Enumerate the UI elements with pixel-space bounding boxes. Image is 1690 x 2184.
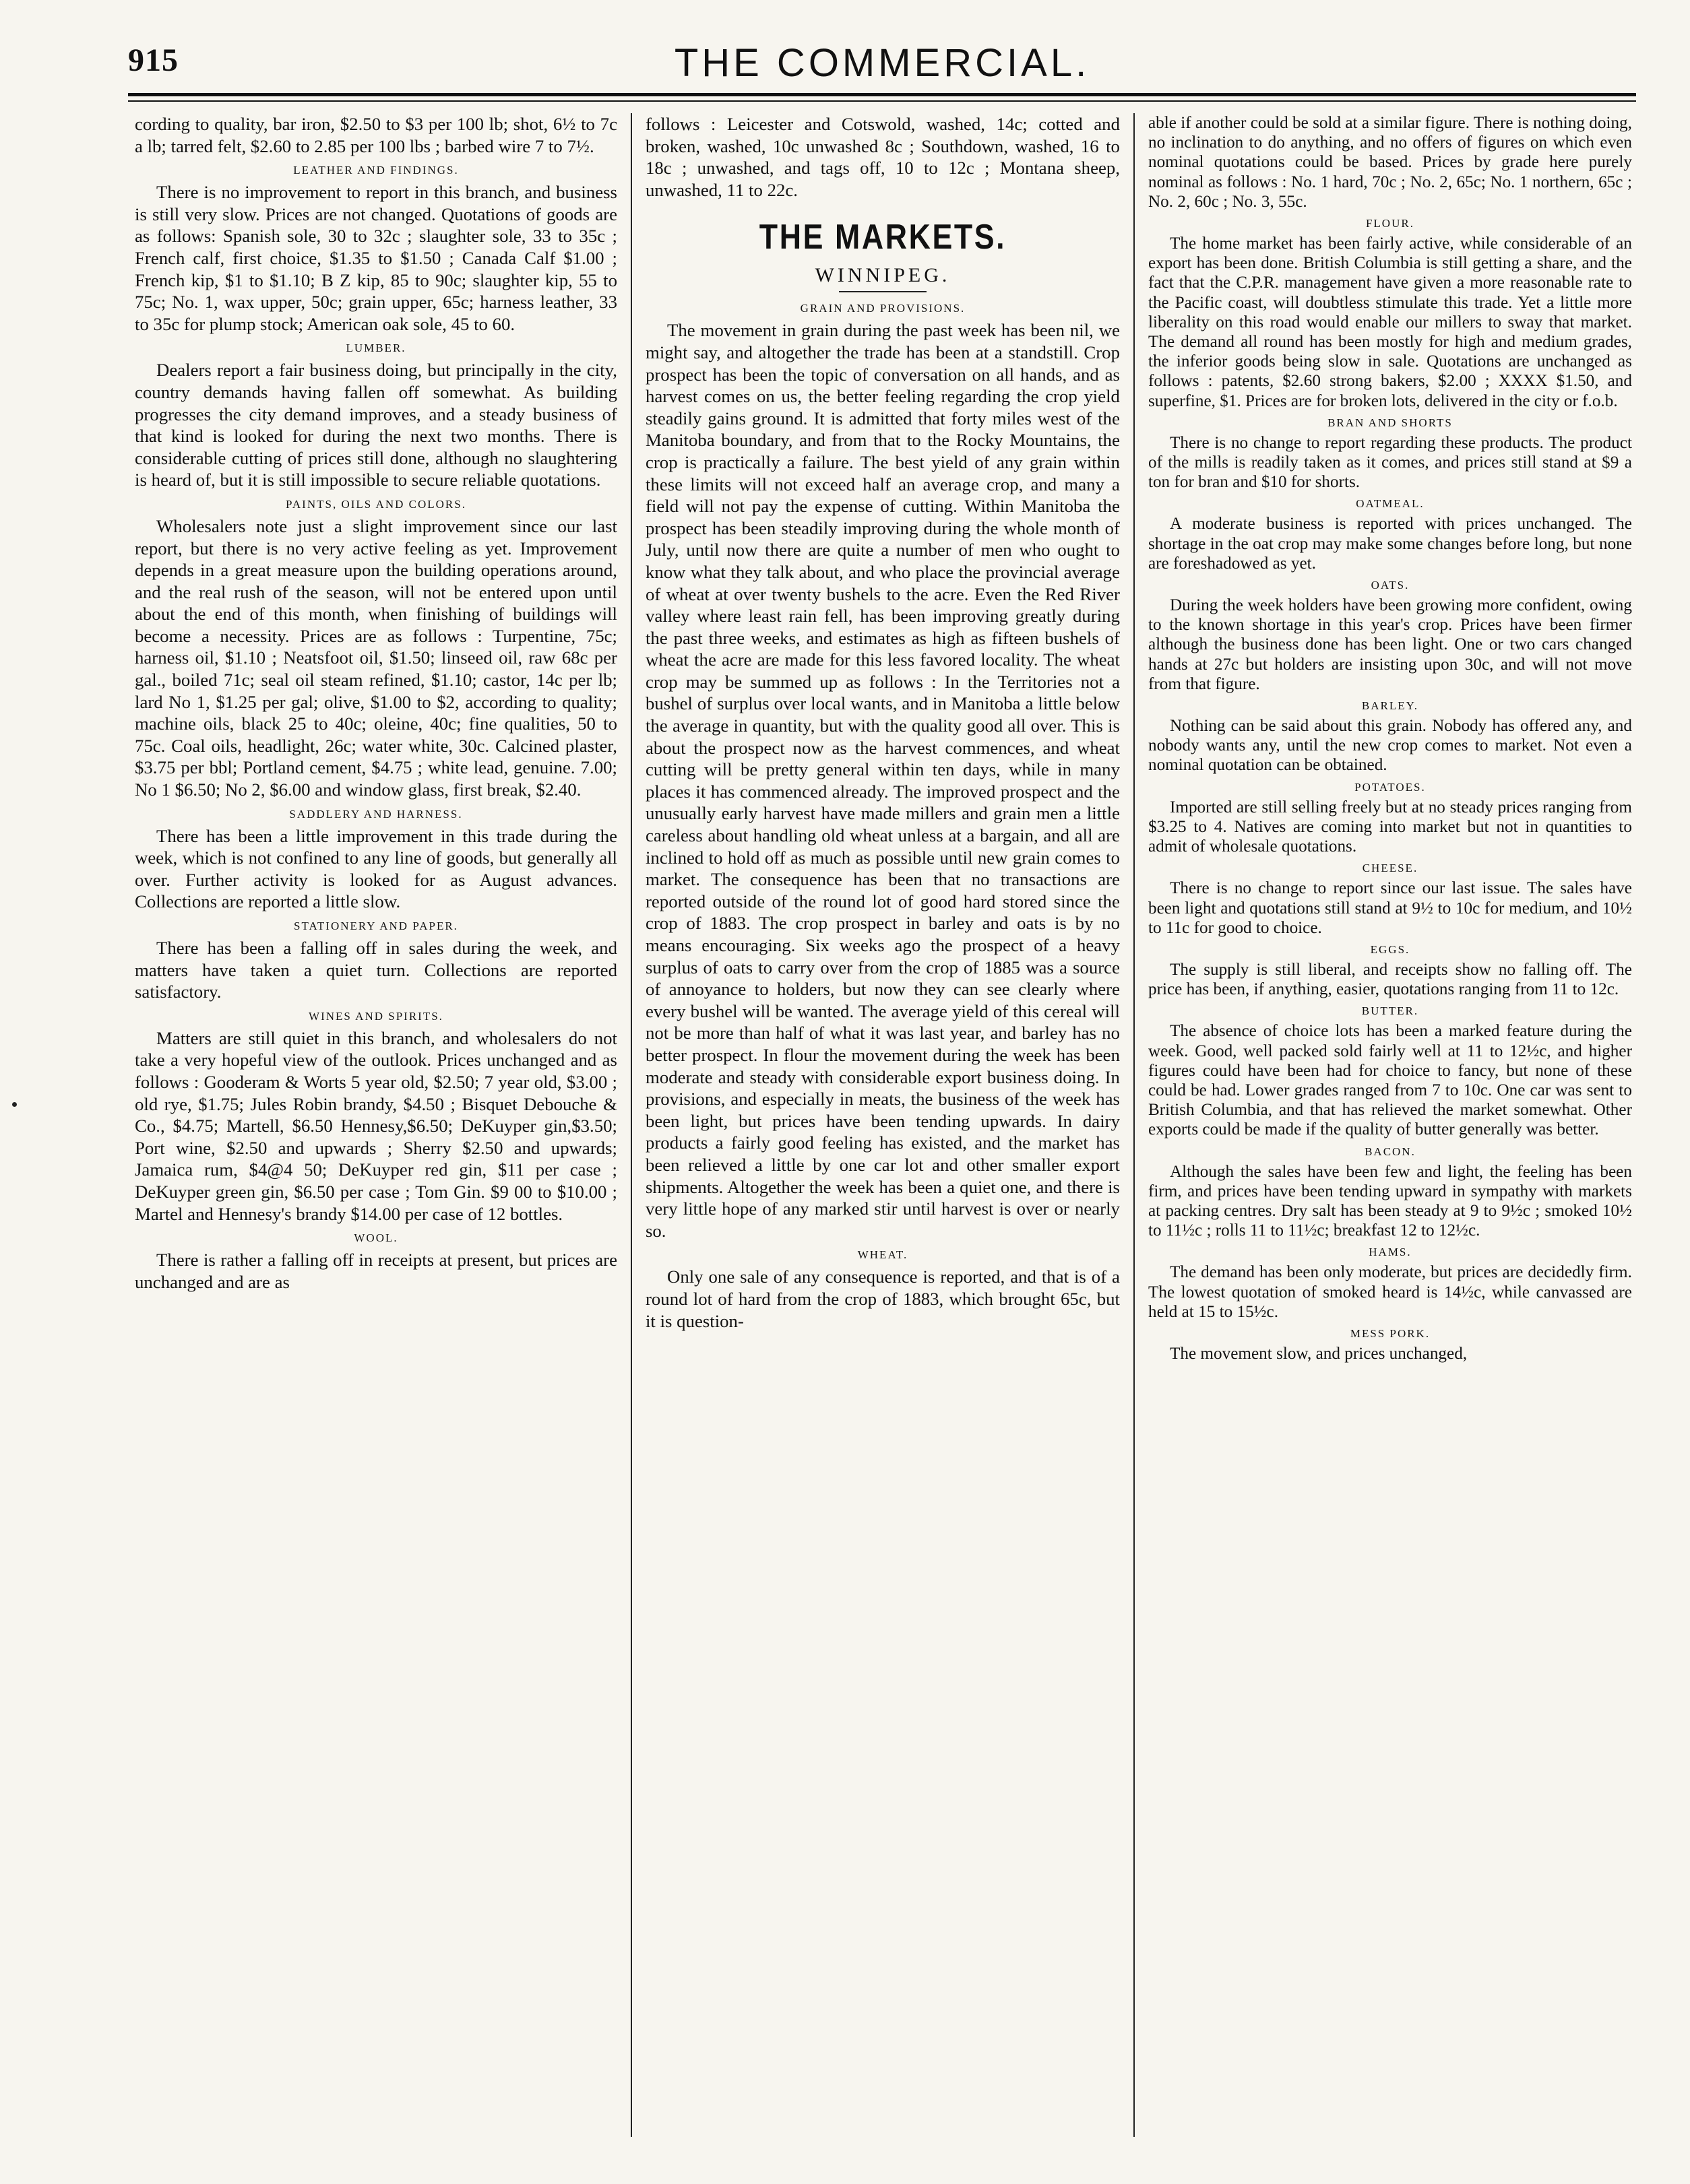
paragraph: Matters are still quiet in this branch, and wholesalers do not take a very hopeful view of the outlook. Prices unchanged and as follows : Gooderam & Worts 5 year old, $2.50; 7 year old, $3.00 ; old rye, $1.75; Jules Robin brandy, $4.50 ; Bisquet Debouche & Co., $4.75; Martell, $6.50 Hennesy,$6.50; DeKuyper gin,$3.50; Port wine, $2.50 and upwards ; Sherry $2.50 and upwards; Jamaica rum, $4@4 50; DeKuyper red gin, $11 per case ; DeKuyper green gin, $6.50 per case ; Tom Gin. $9 00 to $10.00 ; Martel and Hennesy's brandy $14.00 per case of 12 bottles.	[135, 1027, 617, 1224]
paragraph: There has been a little improvement in this trade during the week, which is not confined to any line of goods, but generally all over. Further activity is looked for as August advances. Collections are reported a little slow.	[135, 825, 617, 912]
section-heading: GRAIN AND PROVISIONS.	[800, 302, 966, 315]
paragraph: cording to quality, bar iron, $2.50 to $3 per 100 lb; shot, 6½ to 7c a lb; tarred felt, $2.60 to 2.85 per 100 lbs ; barbed wire 7 to 7½.	[135, 114, 617, 156]
paragraph: The absence of choice lots has been a marked feature during the week. Good, well packed sold fairly well at 11 to 12½c, and higher figures could have been had for choice to fancy, but none of these could be had. Lower grades ranged from 7 to 10c. One car was sent to British Columbia, and that has relieved the market somewhat. Other exports could be made if the quality of butter generally was better.	[1148, 1022, 1632, 1139]
paragraph: There is no improvement to report in this branch, and business is still very slow. Prices are not changed. Quotations of goods are as follows: Spanish sole, 30 to 32c ; slaughter sole, 33 to 35c ; French calf, first choice, $1.35 to $1.50 ; Canada Calf $1.00 ; French kip, $1 to $1.10; B Z kip, 85 to 90c; slaughter kip, 55 to 75c; No. 1, wax upper, 50c; grain upper, 65c; harness leather, 33 to 35c for plump stock; American oak sole, 45 to 60.	[135, 182, 617, 334]
paragraph: able if another could be sold at a similar figure. There is nothing doing, no inclination to do anything, and no offers of figures on which even nominal quotations could be based. Prices by grade here purely nominal as follows : No. 1 hard, 70c ; No. 2, 65c; No. 1 northern, 65c ; No. 2, 60c ; No. 3, 55c.	[1148, 114, 1632, 211]
section-heading: MESS PORK.	[1350, 1326, 1431, 1340]
paragraph: Only one sale of any consequence is reported, and that is of a round lot of hard from the crop of 1883, which brought 65c, but it is question-	[645, 1266, 1120, 1331]
paragraph: Wholesalers note just a slight improvement since our last report, but there is no very active feeling as yet. Improvement depends in a great measure upon the building operations around, and the real rush of the season, will not be entered upon until about the end of this month, when finishing of buildings will become a necessity. Prices are as follows : Turpentine, 75c; harness oil, $1.10 ; Neatsfoot oil, $1.50; linseed oil, raw 68c per gal., boiled 71c; seal oil steam refined, $1.10; castor, 14c per lb; lard No 1, $1.25 per gal; olive, $1.00 to $2, according to quality; machine oils, black 25 to 40c; oleine, 40c; fine qualities, 50 to 75c. Coal oils, headlight, 26c; water white, 30c. Calcined plaster, $3.75 per bbl; Portland cement, $4.75 ; white lead, genuine. 7.00; No 1 $6.50; No 2, $6.00 and window glass, first break, $2.40.	[135, 515, 617, 800]
header-rule-thick	[128, 93, 1636, 96]
section-heading: SADDLERY AND HARNESS.	[289, 807, 463, 821]
column-1	[128, 113, 631, 2137]
section-heading: WOOL.	[354, 1231, 398, 1245]
city-heading: WINNIPEG.	[815, 264, 951, 287]
section-heading: WHEAT.	[857, 1248, 908, 1262]
column-3	[1133, 113, 1636, 2137]
section-heading: BUTTER.	[1361, 1004, 1419, 1018]
paragraph: There is no change to report since our last issue. The sales have been light and quotations still stand at 9½ to 10c for medium, and 10½ to 11c for good to choice.	[1148, 879, 1632, 937]
margin-dot	[12, 1102, 17, 1107]
column-2-body	[646, 302, 1120, 1332]
newspaper-title: THE COMMERCIAL.	[674, 41, 1090, 85]
column-2	[631, 113, 1133, 2137]
paragraph: follows : Leicester and Cotswold, washed, 14c; cotted and broken, washed, 10c unwashed 8c ; Southdown, washed, 16 to 18c ; unwashed, and tags off, 10 to 12c ; Montana sheep, unwashed, 11 to 22c.	[645, 114, 1120, 200]
paragraph: There is rather a falling off in receipts at present, but prices are unchanged and are as	[135, 1250, 617, 1292]
section-heading: HAMS.	[1369, 1246, 1412, 1259]
section-heading: WINES AND SPIRITS.	[309, 1009, 443, 1023]
paragraph: The movement slow, and prices unchanged,	[1169, 1344, 1468, 1363]
section-heading: BACON.	[1365, 1145, 1416, 1158]
paragraph: Dealers report a fair business doing, but principally in the city, country demands having fallen off somewhat. As building progresses the city demand improves, and a steady business of that kind is looked for during the next two months. There is considerable cutting of prices still done, although no slaughtering is heard of, but it is still impossible to secure reliable quotations.	[135, 360, 617, 490]
column-2-wool-continuation	[646, 113, 1120, 201]
section-heading: LUMBER.	[346, 342, 406, 355]
section-heading: EGGS.	[1370, 942, 1410, 956]
paragraph: The movement in grain during the past week has been nil, we might say, and altogether the trade has been at a standstill. Crop prospect has been the topic of conversation on all hands, and as harvest comes on us, the better feeling regarding the crop yield steadily gains ground. It is admitted that forty miles west of the Manitoba boundary, and from that to the Rocky Mountains, the crop is practically a failure. The best yield of any grain within these limits will not exceed half an average crop, and many a field will not pay the expense of cutting. Within Manitoba the prospect has been steadily improving during the whole month of July, until now there are quite a number of men who ought to know what they talk about, and who place the provincial average of wheat at over twenty bushels to the acre. Even the Red River valley where least rain fell, has been improving greatly during the past three weeks, and estimates as high as fifteen bushels of wheat the acre are made for this less favored locality. The wheat crop may be summed up as follows : In the Territories not a bushel of surplus over local wants, and in Manitoba a little below the average in quantity, but with the quality good all over. This is about the prospect now as the harvest commences, and wheat cutting will be pretty general within ten days, while in many places it has commenced already. The improved prospect and the unusually early harvest have made millers and grain men a little careless about handling old wheat unless at a bargain, and all are inclined to hold off as much as possible until new grain comes to market. The consequence has been that no transactions are reported outside of the round lot of good hard stored since the crop of 1883. The crop prospect in barley and oats is by no means encouraging. Six weeks ago the prospect of a heavy surplus of oats to carry over from the crop of 1885 was a source of annoyance to holders, but now they can see clearly where every bushel will be wanted. The average yield of this cereal will not be more than half of what it was last year, and barley has no better prospect. In flour the movement during the week has been moderate and steady with considerable export business doing. In provisions, and especially in meats, the business of the week has been light, but prices have been tending upwards. In dairy products a fairly good feeling has existed, and the market has been relieved a little by one car lot and other smaller export shipments. Altogether the week has been a quiet one, and there is very little hope of any marked stir until harvest is over or nearly so.	[645, 320, 1120, 1241]
paragraph: The home market has been fairly active, while considerable of an export has been done. British Columbia is still getting a share, and the fact that the C.P.R. management have given a more reasonable rate to the Pacific coast, will doubtless stimulate this trade. Yet a little more liberality on this road would enable our millers to sway that market. The demand all round has been mostly for high and medium grades, the inferior goods being slow in sale. Quotations are unchanged as follows : patents, $2.60 strong bakers, $2.00 ; XXXX $1.50, and superfine, $1. Prices are for broken lots, delivered in the city or f.o.b.	[1148, 234, 1632, 410]
paragraph: During the week holders have been growing more confident, owing to the known shortage in this year's crop. Prices have been firmer although the business done has been light. One or two cars changed hands at 27c but holders are insisting upon 30c, and will not move from that figure.	[1148, 596, 1632, 693]
page-number: 915	[128, 42, 179, 78]
header-rule-thin	[128, 100, 1636, 102]
masthead	[128, 40, 1636, 89]
section-rule	[839, 291, 927, 292]
paragraph: Although the sales have been few and light, the feeling has been firm, and prices have been tending upward in sympathy with markets at packing centres. Dry salt has been steady at 9 to 9½c ; smoked 10½ to 11½c ; rolls 11 to 11½c; breakfast 12 to 12½c.	[1148, 1162, 1632, 1240]
paragraph: Imported are still selling freely but at no steady prices ranging from $3.25 to 4. Natives are coming into market but not in quantities to admit of wholesale quotations.	[1148, 798, 1632, 856]
paragraph: The supply is still liberal, and receipts show no falling off. The price has been, if anything, easier, quotations ranging from 11 to 12c.	[1148, 960, 1632, 999]
section-heading: LEATHER AND FINDINGS.	[293, 164, 459, 177]
markets-heading: THE MARKETS.	[759, 218, 1007, 257]
section-heading: FLOUR.	[1365, 217, 1414, 230]
section-heading: PAINTS, OILS AND COLORS.	[286, 497, 466, 511]
section-heading: STATIONERY AND PAPER.	[294, 920, 458, 932]
article-columns	[128, 113, 1636, 2137]
section-heading: BRAN AND SHORTS	[1327, 416, 1453, 429]
paragraph: A moderate business is reported with prices unchanged. The shortage in the oat crop may make some changes before long, but none are foreshadowed as yet.	[1148, 515, 1632, 573]
section-heading: OATMEAL.	[1356, 497, 1425, 511]
section-heading: BARLEY.	[1361, 699, 1418, 713]
paragraph: The demand has been only moderate, but prices are decidedly firm. The lowest quotation of smoked heard is 14½c, while canvassed are held at 15 to 15½c.	[1148, 1263, 1632, 1321]
paragraph: There has been a falling off in sales during the week, and matters have taken a quiet turn. Collections are reported satisfactory.	[135, 938, 617, 1002]
paragraph: There is no change to report regarding these products. The product of the mills is readily taken as it comes, and prices still stand at $9 a ton for bran and $10 for shorts.	[1148, 433, 1632, 492]
section-heading: CHEESE.	[1362, 862, 1418, 875]
paragraph: Nothing can be said about this grain. Nobody has offered any, and nobody wants any, until the new crop comes to market. Not even a nominal quotation can be obtained.	[1148, 717, 1632, 775]
section-heading: POTATOES.	[1354, 780, 1426, 794]
section-heading: OATS.	[1371, 579, 1410, 592]
